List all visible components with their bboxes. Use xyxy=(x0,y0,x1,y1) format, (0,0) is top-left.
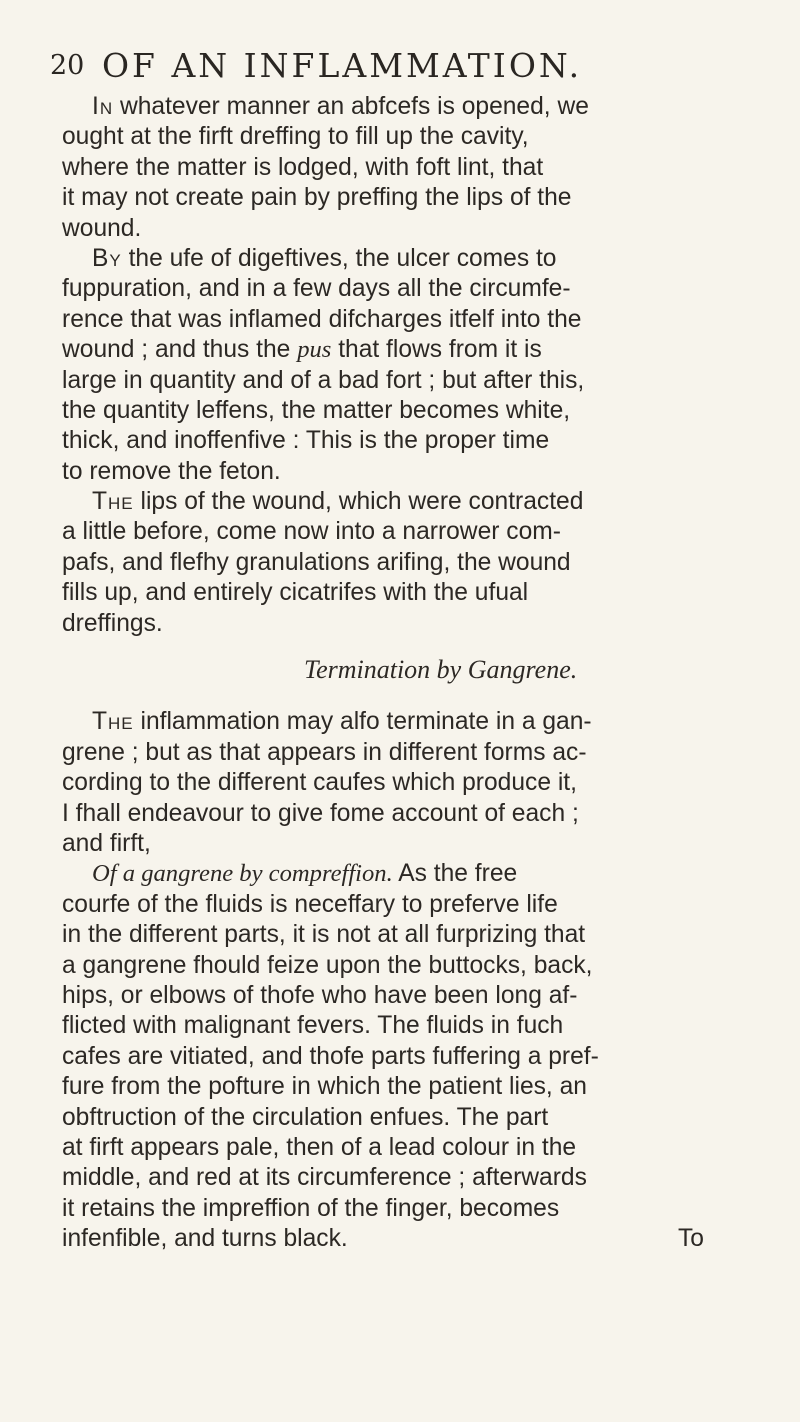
paragraph-3-line-5: dreffings. xyxy=(62,609,163,637)
paragraph-5-line-13: infenfible, and turns black. To xyxy=(62,1224,762,1254)
paragraph-5-line-9: obftruction of the circulation enfues. The part xyxy=(62,1103,549,1131)
section-heading: Termination by Gangrene. xyxy=(304,655,578,685)
paragraph-3-line-1: The lips of the wound, which were contracted xyxy=(92,488,584,516)
paragraph-3-line-3: pafs, and flefhy granulations arifing, the wound xyxy=(62,548,571,576)
paragraph-2-line-3: rence that was inflamed difcharges itfelf into the xyxy=(62,305,582,333)
paragraph-2-line-2: fuppuration, and in a few days all the circumfe- xyxy=(62,275,571,303)
body-text xyxy=(62,92,762,1254)
catchword: To xyxy=(678,1225,704,1253)
paragraph-4-line-5: and firft, xyxy=(62,829,151,857)
page-number: 20 xyxy=(50,50,85,81)
paragraph-2-line-4: wound ; and thus the pus that flows from it is xyxy=(62,336,542,364)
paragraph-5-line-1: Of a gangrene by compreffion. As the free xyxy=(92,860,518,888)
paragraph-5-line-3: in the different parts, it is not at all furprizing that xyxy=(62,921,586,949)
paragraph-1-line-1: In whatever manner an abfcefs is opened, we xyxy=(92,93,589,120)
paragraph-2-line-1: By the ufe of digeftives, the ulcer comes to xyxy=(92,244,557,272)
paragraph-4-line-1: The inflammation may alfo terminate in a gan- xyxy=(92,708,592,736)
paragraph-4-line-4: I fhall endeavour to give fome account of each ; xyxy=(62,799,579,827)
paragraph-2-lead-word: By xyxy=(92,244,122,272)
italic-subheading: a gangrene by compreffion. xyxy=(116,860,393,888)
paragraph-1-line-5: wound. xyxy=(62,214,142,242)
paragraph-4-line-2: grene ; but as that appears in different forms ac- xyxy=(62,738,587,766)
paragraph-4-lead-word: The xyxy=(92,708,134,736)
paragraph-2-line-8: to remove the feton. xyxy=(62,457,281,485)
paragraph-5-line-5: hips, or elbows of thofe who have been long af- xyxy=(62,981,578,1009)
paragraph-1-lead-word: In xyxy=(92,93,114,120)
paragraph-2-line-7: thick, and inoffenfive : This is the proper time xyxy=(62,427,550,455)
running-head xyxy=(50,46,750,90)
paragraph-5-line-6: flicted with malignant fevers. The fluids in fuch xyxy=(62,1012,564,1040)
paragraph-5-line-12: it retains the impreffion of the finger, becomes xyxy=(62,1194,560,1222)
paragraph-5-lead-word: Of xyxy=(92,860,117,888)
paragraph-5-line-11: middle, and red at its circumference ; afterwards xyxy=(62,1164,587,1192)
running-head-title: OF AN INFLAMMATION. xyxy=(102,46,583,85)
paragraph-5-line-8: fure from the pofture in which the patient lies, an xyxy=(62,1073,587,1101)
paragraph-3-line-2: a little before, come now into a narrower com- xyxy=(62,518,561,546)
paragraph-4-line-3: cording to the different caufes which produce it, xyxy=(62,769,577,797)
paragraph-5-line-2: courfe of the fluids is neceffary to preferve life xyxy=(62,890,558,918)
italic-term-pus: pus xyxy=(297,336,332,364)
paragraph-1-line-4: it may not create pain by preffing the lips of the xyxy=(62,184,572,212)
paragraph-3-line-4: fills up, and entirely cicatrifes with the ufual xyxy=(62,579,529,607)
paragraph-3-lead-word: The xyxy=(92,488,134,516)
paragraph-1-line-2: ought at the firft dreffing to fill up the cavity, xyxy=(62,123,529,151)
paragraph-2-line-6: the quantity leffens, the matter becomes white, xyxy=(62,396,571,424)
paragraph-5-line-4: a gangrene fhould feize upon the buttocks, back, xyxy=(62,951,593,979)
paragraph-5-line-7: cafes are vitiated, and thofe parts fuffering a pref- xyxy=(62,1042,599,1070)
paragraph-1-line-3: where the matter is lodged, with foft lint, that xyxy=(62,153,544,181)
paragraph-5-line-10: at firft appears pale, then of a lead colour in the xyxy=(62,1133,577,1161)
paragraph-2-line-5: large in quantity and of a bad fort ; but after this, xyxy=(62,366,585,394)
